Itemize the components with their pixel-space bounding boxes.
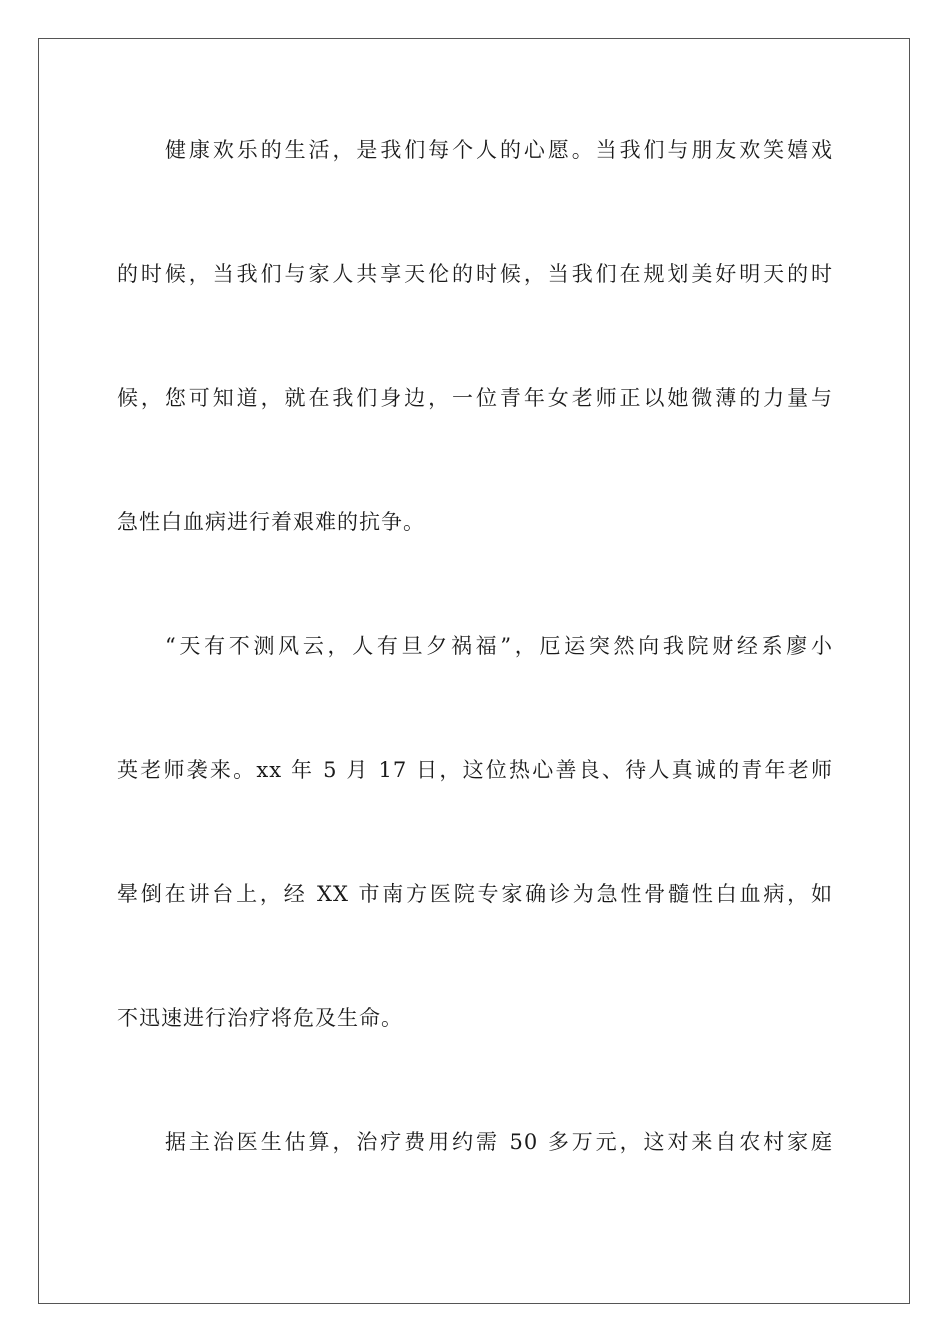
- page-border: [38, 38, 910, 1304]
- paragraph-2-line-3: 晕倒在讲台上，经 XX 市南方医院专家确诊为急性骨髓性白血病，如: [117, 882, 833, 906]
- paragraph-2-line-2: 英老师袭来。xx 年 5 月 17 日，这位热心善良、待人真诚的青年老师: [117, 758, 833, 782]
- paragraph-1-line-3: 候，您可知道，就在我们身边，一位青年女老师正以她微薄的力量与: [117, 386, 833, 410]
- paragraph-3-line-1: 据主治医生估算，治疗费用约需 50 多万元，这对来自农村家庭: [165, 1130, 833, 1154]
- paragraph-1-line-4: 急性白血病进行着艰难的抗争。: [117, 510, 425, 534]
- paragraph-1-line-2: 的时候，当我们与家人共享天伦的时候，当我们在规划美好明天的时: [117, 262, 833, 286]
- paragraph-2-line-1: “天有不测风云，人有旦夕祸福”，厄运突然向我院财经系廖小: [165, 634, 833, 658]
- paragraph-1-line-1: 健康欢乐的生活，是我们每个人的心愿。当我们与朋友欢笑嬉戏: [165, 138, 833, 162]
- paragraph-2-line-4: 不迅速进行治疗将危及生命。: [117, 1006, 403, 1030]
